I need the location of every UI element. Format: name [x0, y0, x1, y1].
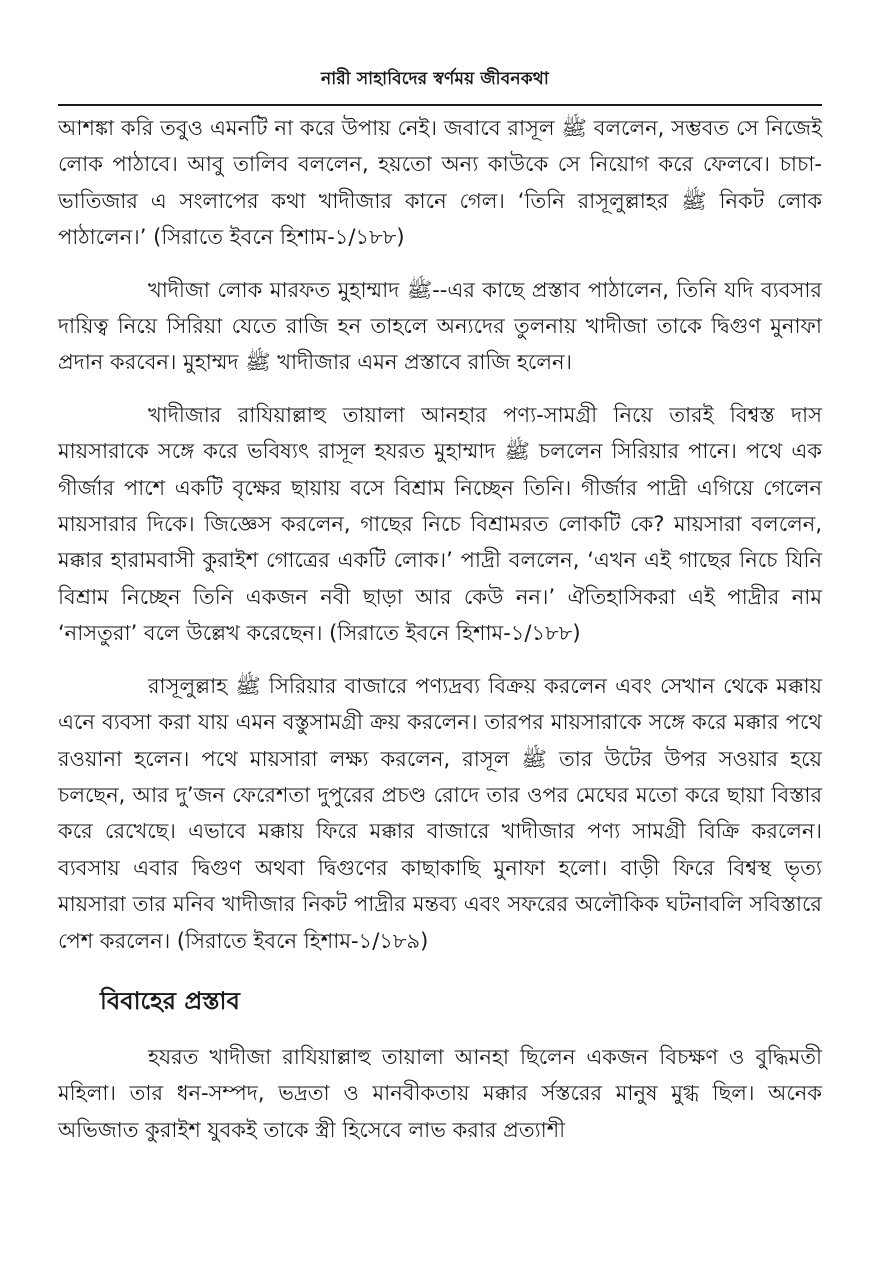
paragraph-proposal-to-muhammad: খাদীজা লোক মারফত মুহাম্মাদ ﷺ--এর কাছে প্রস্তাব পাঠালেন, তিনি যদি ব্যবসার দায়িত্ব নিয়ে সিরিয়া যেতে রাজি হন তাহলে অন্যদের তুলনায় খাদীজা তাকে দ্বিগুণ মুনাফা প্রদান করবেন। মুহাম্মদ ﷺ খাদীজার এমন প্রস্তাবে রাজি হলেন। — [58, 277, 822, 375]
header-rule — [58, 104, 822, 106]
paragraph-marriage-proposal: হযরত খাদীজা রাযিয়াল্লাহু তায়ালা আনহা ছিলেন একজন বিচক্ষণ ও বুদ্ধিমতী মহিলা। তার ধন-সম্পদ, ভদ্রতা ও মানবীকতায় মক্কার র্সস্তরের মানুষ মুগ্ধ ছিল। অনেক অভিজাত কুরাইশ যুবকই তাকে স্ত্রী হিসেবে লাভ করার প্রত্যাশী — [58, 1044, 822, 1142]
paragraph-continuation: আশঙ্কা করি তবুও এমনটি না করে উপায় নেই। জবাবে রাসূল ﷺ বললেন, সম্ভবত সে নিজেই লোক পাঠাবে। আবু তালিব বললেন, হয়তো অন্য কাউকে সে নিয়োগ করে ফেলবে। চাচা-ভাতিজার এ সংলাপের কথা খাদীজার কানে গেল। ‘তিনি রাসূলুল্লাহর ﷺ নিকট লোক পাঠালেন।’ (সিরাতে ইবনে হিশাম-১/১৮৮) — [58, 116, 822, 250]
running-header: নারী সাহাবিদের স্বর্ণময় জীবনকথা — [321, 69, 549, 89]
paragraph-journey-to-syria: খাদীজার রাযিয়াল্লাহু তায়ালা আনহার পণ্য-সামগ্রী নিয়ে তারই বিশ্বস্ত দাস মায়সারাকে সঙ্গে করে ভবিষ্যৎ রাসূল হযরত মুহাম্মাদ ﷺ চললেন সিরিয়ার পানে। পথে এক গীর্জার পাশে একটি বৃক্ষের ছায়ায় বসে বিশ্রাম নিচ্ছেন তিনি। গীর্জার পাদ্রী এগিয়ে গেলেন মায়সারার দিকে। জিজ্ঞেস করলেন, গাছের নিচে বিশ্রামরত লোকটি কে? মায়সারা বললেন, মক্কার হারামবাসী কুরাইশ গোত্রের একটি লোক।’ পাদ্রী বললেন, ‘এখন এই গাছের নিচে যিনি বিশ্রাম নিচ্ছেন তিনি একজন নবী ছাড়া আর কেউ নন।’ ঐতিহাসিকরা এই পাদ্রীর নাম ‘নাসতুরা’ বলে উল্লেখ করেছেন। (সিরাতে ইবনে হিশাম-১/১৮৮) — [58, 402, 822, 646]
section-heading: বিবাহের প্রস্তাব — [100, 986, 240, 1015]
paragraph-trade-and-return: রাসূলুল্লাহ ﷺ সিরিয়ার বাজারে পণ্যদ্রব্য বিক্রয় করলেন এবং সেখান থেকে মক্কায় এনে ব্যবসা করা যায় এমন বস্তুসামগ্রী ক্রয় করলেন। তারপর মায়সারাকে সঙ্গে করে মক্কার পথে রওয়ানা হলেন। পথে মায়সারা লক্ষ্য করলেন, রাসূল ﷺ তার উটের উপর সওয়ার হয়ে চলছেন, আর দু’জন ফেরেশতা দুপুরের প্রচণ্ড রোদে তার ওপর মেঘের মতো করে ছায়া বিস্তার করে রেখেছে। এভাবে মক্কায় ফিরে মক্কার বাজারে খাদীজার পণ্য সামগ্রী বিক্রি করলেন। ব্যবসায় এবার দ্বিগুণ অথবা দ্বিগুণের কাছাকাছি মুনাফা হলো। বাড়ী ফিরে বিশ্বস্থ ভৃত্য মায়সারা তার মনিব খাদীজার নিকট পাদ্রীর মন্তব্য এবং সফরের অলৌকিক ঘটনাবলি সবিস্তারে পেশ করলেন। (সিরাতে ইবনে হিশাম-১/১৮৯) — [58, 673, 822, 953]
body-text — [58, 110, 822, 1164]
